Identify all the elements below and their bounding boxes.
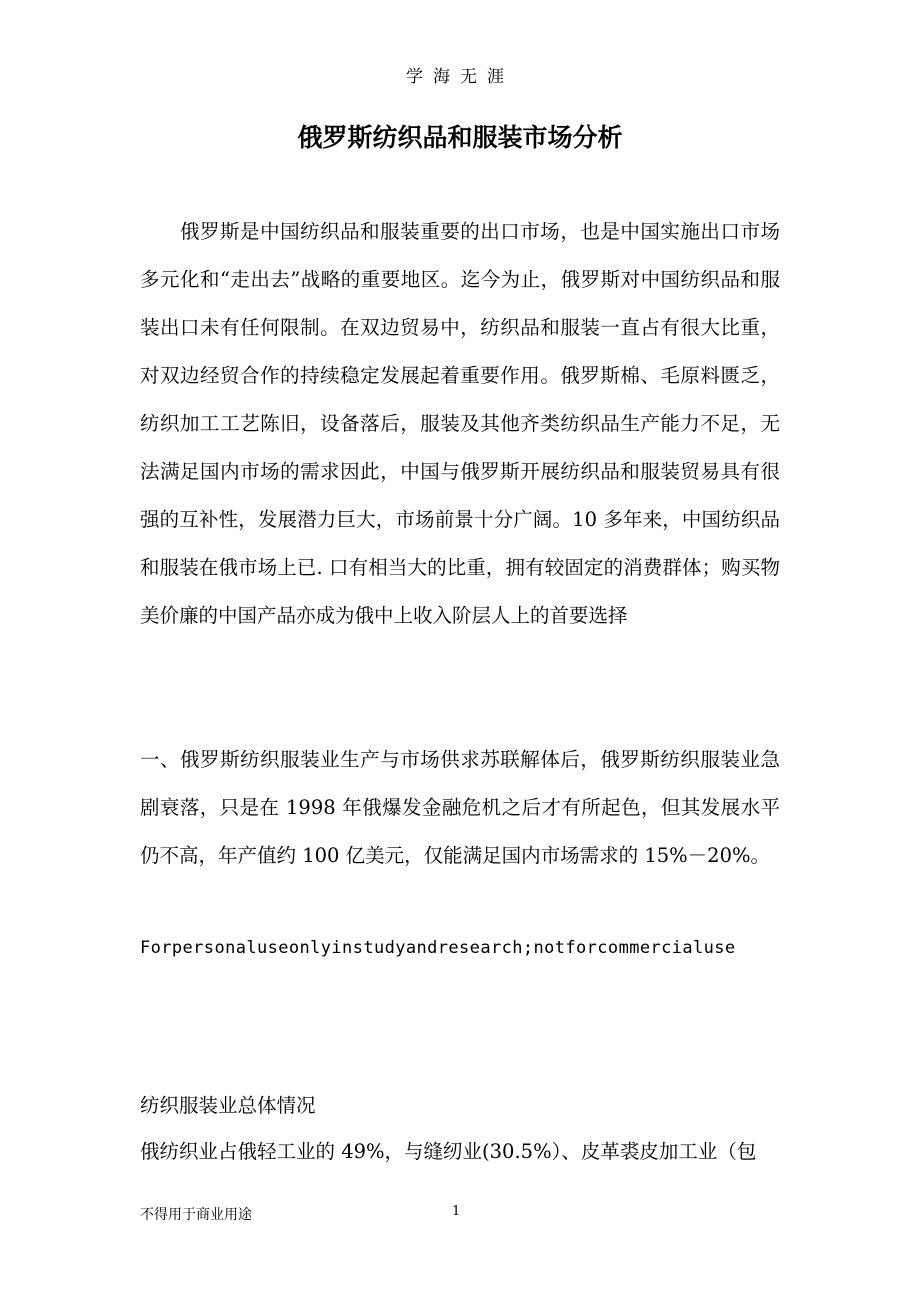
body-text-line: 俄纺织业占俄轻工业的 49%，与缝纫业(30.5%）、皮革裘皮加工业（包 [140,1140,757,1163]
page-number: 1 [452,1204,461,1219]
page-header: 学海无涯 [406,67,514,87]
intro-paragraph: 俄罗斯是中国纺织品和服装重要的出口市场，也是中国实施出口市场多元化和“走出去”战略的重要地区。迄今为止，俄罗斯对中国纺织品和服装出口未有任何限制。在双边贸易中，纺织品和服装一直占有很大比重，对双边经贸合作的持续稳定发展起着重要作用。俄罗斯棉、毛原料匮乏，纺织加工工艺陈旧，设备落后，服装及其他齐类纺织品生产能力不足，无法满足国内市场的需求因此，中国与俄罗斯开展纺织品和服装贸易具有很强的互补性，发展潜力巨大，市场前景十分广阔。10 多年来，中国纺织品和服装在俄市场上已. 口有相当大的比重，拥有较固定的消费群体；购买物美价廉的中国产品亦成为俄中上收入阶层人上的首要选择 [140,220,780,627]
usage-notice: Forpersonaluseonlyinstudyandresearch;notforcommercialuse [140,938,736,958]
document-title: 俄罗斯纺织品和服装市场分析 [297,123,623,152]
section-1-paragraph: 一、俄罗斯纺织服装业生产与市场供求苏联解体后，俄罗斯纺织服装业急剧衰落，只是在 1998 年俄爆发金融危机之后才有所起色，但其发展水平仍不高，年产值约 100 亿美元，仅能满足国内市场需求的 15%－20%。 [140,748,780,867]
section-subheading: 纺织服装业总体情况 [140,1094,316,1117]
footer-notice: 不得用于商业用途 [140,1207,252,1223]
